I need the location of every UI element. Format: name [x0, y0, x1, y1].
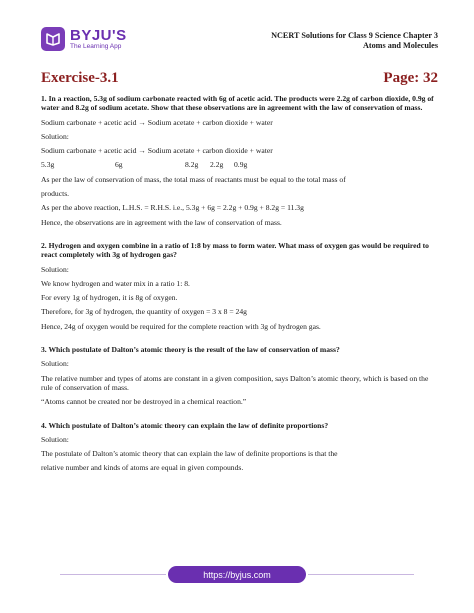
mass-carbon-dioxide: 2.2g [210, 160, 224, 170]
byjus-logo [41, 26, 127, 52]
q3-solution-label: Solution: [41, 359, 69, 369]
document-title [271, 31, 438, 51]
q1-line3: As per the above reaction, L.H.S. = R.H.S. i.e., 5.3g + 6g = 2.2g + 0.9g + 8.2g = 11.3g [41, 203, 304, 213]
question-4: 4. Which postulate of Dalton’s atomic theory can explain the law of definite proportions? [41, 420, 329, 430]
q1-solution-label: Solution: [41, 131, 69, 141]
q1-equation-solution: Sodium carbonate + acetic acid → Sodium acetate + carbon dioxide + water [41, 146, 273, 156]
document-title-line2: Atoms and Molecules [362, 41, 438, 50]
q2-line2: For every 1g of hydrogen, it is 8g of oxygen. [41, 293, 178, 303]
document-title-line1: NCERT Solutions for Class 9 Science Chapter 3 [271, 31, 438, 40]
q3-line1: The relative number and types of atoms are constant in a given composition, says Dalton’s atomic theory, which is based on the rule of conservation of mass. [41, 373, 429, 392]
q4-solution-label: Solution: [41, 434, 69, 444]
q1-line2: products. [41, 189, 70, 199]
footer-divider-right [308, 574, 414, 575]
mass-acetic-acid: 6g [115, 160, 123, 170]
q1-equation: Sodium carbonate + acetic acid → Sodium acetate + carbon dioxide + water [41, 117, 273, 127]
q2-solution-label: Solution: [41, 264, 69, 274]
question-1: 1. In a reaction, 5.3g of sodium carbonate reacted with 6g of acetic acid. The products were 2.2g of carbon dioxide, 0.9g of water and 8.2g of sodium acetate. Show that these observations are in agreement with the law of conservation of mass. [41, 94, 434, 113]
logo-name: BYJU'S [70, 26, 127, 44]
q1-line1: As per the law of conservation of mass, the total mass of reactants must be equal to the total mass of [41, 174, 346, 184]
q2-line1: We know hydrogen and water mix in a ratio 1: 8. [41, 278, 190, 288]
mass-sodium-carbonate: 5.3g [41, 160, 55, 170]
question-3: 3. Which postulate of Dalton’s atomic theory is the result of the law of conservation of mass? [41, 345, 340, 355]
byjus-logo-icon [41, 27, 65, 51]
q2-line3: Therefore, for 3g of hydrogen, the quantity of oxygen = 3 x 8 = 24g [41, 307, 247, 317]
q1-mass-row [41, 160, 439, 169]
q4-line2: relative number and kinds of atoms are equal in given compounds. [41, 463, 244, 473]
question-2: 2. Hydrogen and oxygen combine in a ratio of 1:8 by mass to form water. What mass of oxygen gas would be required to react completely with 3g of hydrogen gas? [41, 240, 429, 260]
mass-sodium-acetate: 8.2g [185, 160, 199, 170]
q2-line4: Hence, 24g of oxygen would be required for the complete reaction with 3g of hydrogen gas. [41, 321, 321, 331]
website-link[interactable]: https://byjus.com [168, 566, 306, 583]
q3-line2: “Atoms cannot be created nor be destroyed in a chemical reaction.” [41, 397, 247, 407]
page-number: Page: 32 [383, 70, 438, 86]
q1-line4: Hence, the observations are in agreement with the law of conservation of mass. [41, 217, 282, 227]
q4-line1: The postulate of Dalton’s atomic theory that can explain the law of definite proportions is that the [41, 449, 338, 459]
document-body [41, 94, 439, 473]
exercise-title: Exercise-3.1 [41, 70, 119, 86]
footer-divider-left [60, 574, 166, 575]
logo-tagline: The Learning App [70, 42, 122, 50]
mass-water: 0.9g [234, 160, 248, 170]
